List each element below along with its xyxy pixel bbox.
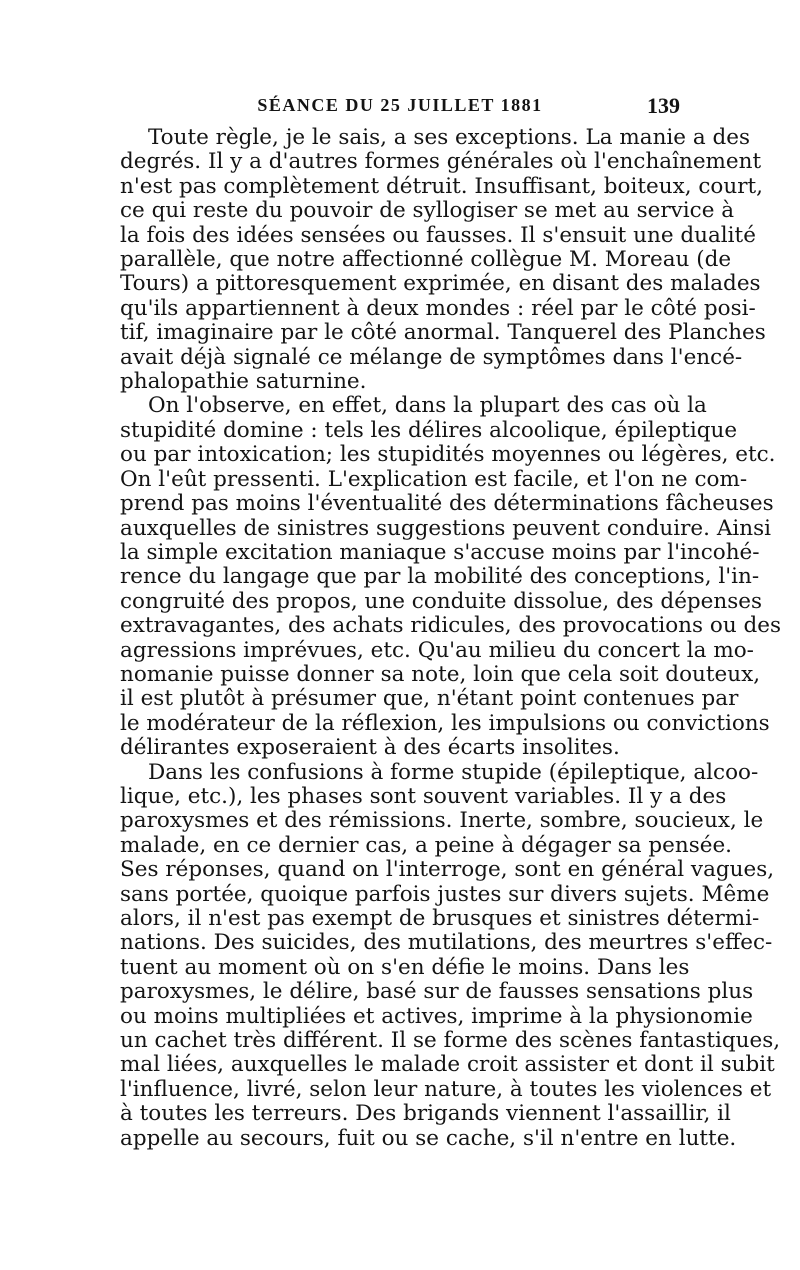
text-line: n'est pas complètement détruit. Insuffisant, boiteux, court, — [120, 173, 763, 199]
text-line: parallèle, que notre affectionné collègue M. Moreau (de — [120, 247, 732, 273]
text-line: ou moins multipliées et actives, imprime à la physionomie — [120, 1003, 753, 1029]
text-line: paroxysmes et des rémissions. Inerte, sombre, soucieux, le — [120, 808, 764, 834]
text-line: On l'eût pressenti. L'explication est facile, et l'on ne com- — [120, 466, 748, 492]
text-line: le modérateur de la réflexion, les impulsions ou convictions — [120, 710, 770, 736]
text-line: agressions imprévues, etc. Qu'au milieu du concert la mo- — [120, 637, 754, 663]
text-line: qu'ils appartiennent à deux mondes : réel par le côté posi- — [120, 295, 756, 321]
text-line: Ses réponses, quand on l'interroge, sont en général vagues, — [120, 857, 775, 883]
text-line: Toute règle, je le sais, a ses exceptions. La manie a des — [148, 125, 751, 150]
text-line: à toutes les terreurs. Des brigands viennent l'assaillir, il — [120, 1101, 731, 1127]
text-line: lique, etc.), les phases sont souvent variables. Il y a des — [120, 783, 727, 809]
text-line: malade, en ce dernier cas, a peine à dégager sa pensée. — [120, 832, 733, 858]
body-text — [120, 125, 782, 1151]
page-number: 139 — [647, 93, 680, 118]
paragraph-2 — [120, 393, 782, 761]
text-line: tif, imaginaire par le côté anormal. Tanquerel des Planches — [120, 320, 766, 346]
text-line: phalopathie saturnine. — [120, 369, 367, 395]
running-title: SÉANCE DU 25 JUILLET 1881 — [257, 95, 543, 115]
text-line: nations. Des suicides, des mutilations, des meurtres s'effec- — [120, 930, 773, 956]
text-line: ou par intoxication; les stupidités moyennes ou légères, etc. — [120, 442, 776, 468]
text-line: On l'observe, en effet, dans la plupart des cas où la — [148, 393, 707, 419]
text-line: paroxysmes, le délire, basé sur de fausses sensations plus — [120, 979, 754, 1005]
text-line: auxquelles de sinistres suggestions peuvent conduire. Ainsi — [120, 515, 771, 541]
text-line: tuent au moment où on s'en défie le moins. Dans les — [120, 954, 690, 980]
paragraph-3 — [120, 759, 781, 1152]
text-line: extravagantes, des achats ridicules, des provocations ou des — [120, 613, 782, 639]
text-line: il est plutôt à présumer que, n'étant point contenues par — [120, 686, 739, 712]
text-line: stupidité domine : tels les délires alcoolique, épileptique — [120, 417, 738, 443]
text-line: Dans les confusions à forme stupide (épileptique, alcoo- — [148, 759, 759, 785]
paragraph-1 — [120, 125, 766, 395]
text-line: nomanie puisse donner sa note, loin que cela soit douteux, — [120, 661, 761, 687]
text-line: appelle au secours, fuit ou se cache, s'il n'entre en lutte. — [120, 1125, 737, 1151]
text-line: sans portée, quoique parfois justes sur divers sujets. Même — [120, 881, 770, 907]
text-line: prend pas moins l'éventualité des déterminations fâcheuses — [120, 491, 774, 517]
text-line: délirantes exposeraient à des écarts insolites. — [120, 735, 620, 761]
text-line: alors, il n'est pas exempt de brusques et sinistres détermi- — [120, 906, 760, 931]
text-line: l'influence, livré, selon leur nature, à toutes les violences et — [120, 1076, 772, 1102]
text-line: rence du langage que par la mobilité des conceptions, l'in- — [120, 564, 760, 590]
text-line: Tours) a pittoresquement exprimée, en disant des malades — [120, 271, 761, 297]
text-line: ce qui reste du pouvoir de syllogiser se met au service à — [120, 198, 735, 224]
text-line: avait déjà signalé ce mélange de symptômes dans l'encé- — [120, 344, 743, 370]
text-line: mal liées, auxquelles le malade croit assister et dont il subit — [120, 1052, 775, 1078]
text-line: un cachet très différent. Il se forme des scènes fantastiques, — [120, 1028, 781, 1054]
running-head — [120, 93, 680, 123]
text-line: la simple excitation maniaque s'accuse moins par l'incohé- — [120, 539, 760, 565]
text-line: degrés. Il y a d'autres formes générales où l'enchaînement — [120, 149, 762, 175]
text-line: congruité des propos, une conduite dissolue, des dépenses — [120, 588, 763, 614]
text-line: la fois des idées sensées ou fausses. Il s'ensuit une dualité — [120, 222, 756, 248]
